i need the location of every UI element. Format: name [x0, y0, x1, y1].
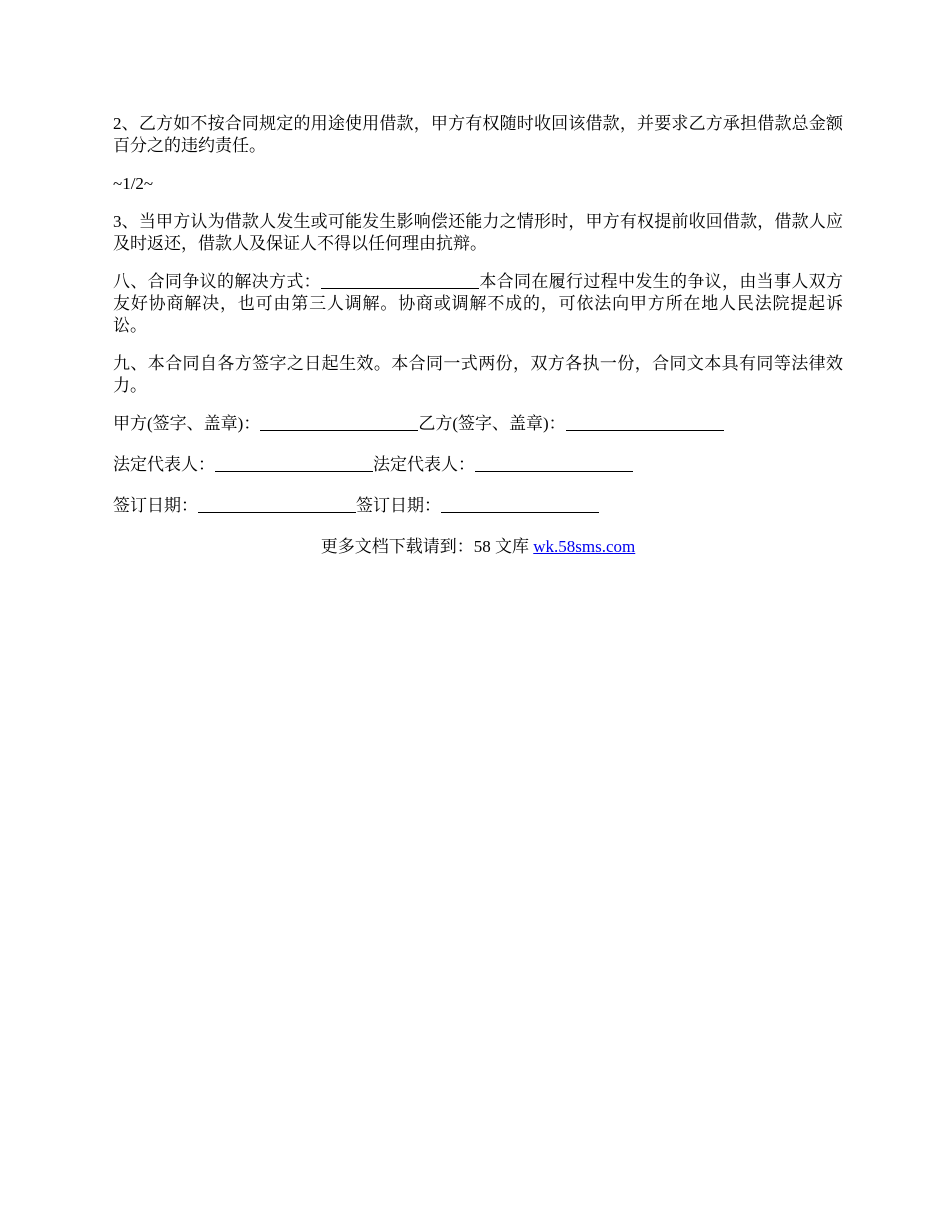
footer-link[interactable]: wk.58sms.com — [533, 537, 636, 556]
party-signature-line — [113, 413, 843, 435]
page-marker: ~1/2~ — [113, 174, 154, 193]
clause-3: 3、当甲方认为借款人发生或可能发生影响偿还能力之情形时，甲方有权提前收回借款，借款人应及时返还，借款人及保证人不得以任何理由抗辩。 — [113, 212, 843, 253]
rep-a-blank[interactable] — [215, 454, 373, 472]
document-page — [113, 113, 843, 558]
party-b-label: 乙方(签字、盖章)： — [418, 414, 566, 433]
dispute-method-blank[interactable] — [321, 271, 479, 289]
section-8-prefix: 八、合同争议的解决方式： — [113, 272, 321, 291]
date-a-label: 签订日期： — [113, 496, 198, 515]
rep-a-label: 法定代表人： — [113, 455, 215, 474]
representative-line — [113, 454, 843, 476]
date-b-blank[interactable] — [441, 495, 599, 513]
rep-b-blank[interactable] — [475, 454, 633, 472]
section-8-text: 本合同在履行过程中发生的争议，由当事人双方友好协商解决，也可由第三人调解。协商或调解不成的，可依法向甲方所在地人民法院提起诉讼。 — [113, 272, 843, 335]
party-a-label: 甲方(签字、盖章)： — [113, 414, 261, 433]
party-b-signature-blank[interactable] — [566, 413, 724, 431]
download-footer — [113, 536, 843, 558]
section-9: 九、本合同自各方签字之日起生效。本合同一式两份，双方各执一份，合同文本具有同等法律效力。 — [113, 354, 843, 395]
signing-date-line — [113, 495, 843, 517]
party-a-signature-blank[interactable] — [260, 413, 418, 431]
section-8 — [113, 271, 843, 337]
date-b-label: 签订日期： — [356, 496, 441, 515]
footer-text: 更多文档下载请到：58 文库 — [320, 537, 534, 556]
date-a-blank[interactable] — [198, 495, 356, 513]
rep-b-label: 法定代表人： — [373, 455, 475, 474]
clause-2: 2、乙方如不按合同规定的用途使用借款，甲方有权随时收回该借款，并要求乙方承担借款总金额百分之的违约责任。 — [113, 114, 843, 155]
